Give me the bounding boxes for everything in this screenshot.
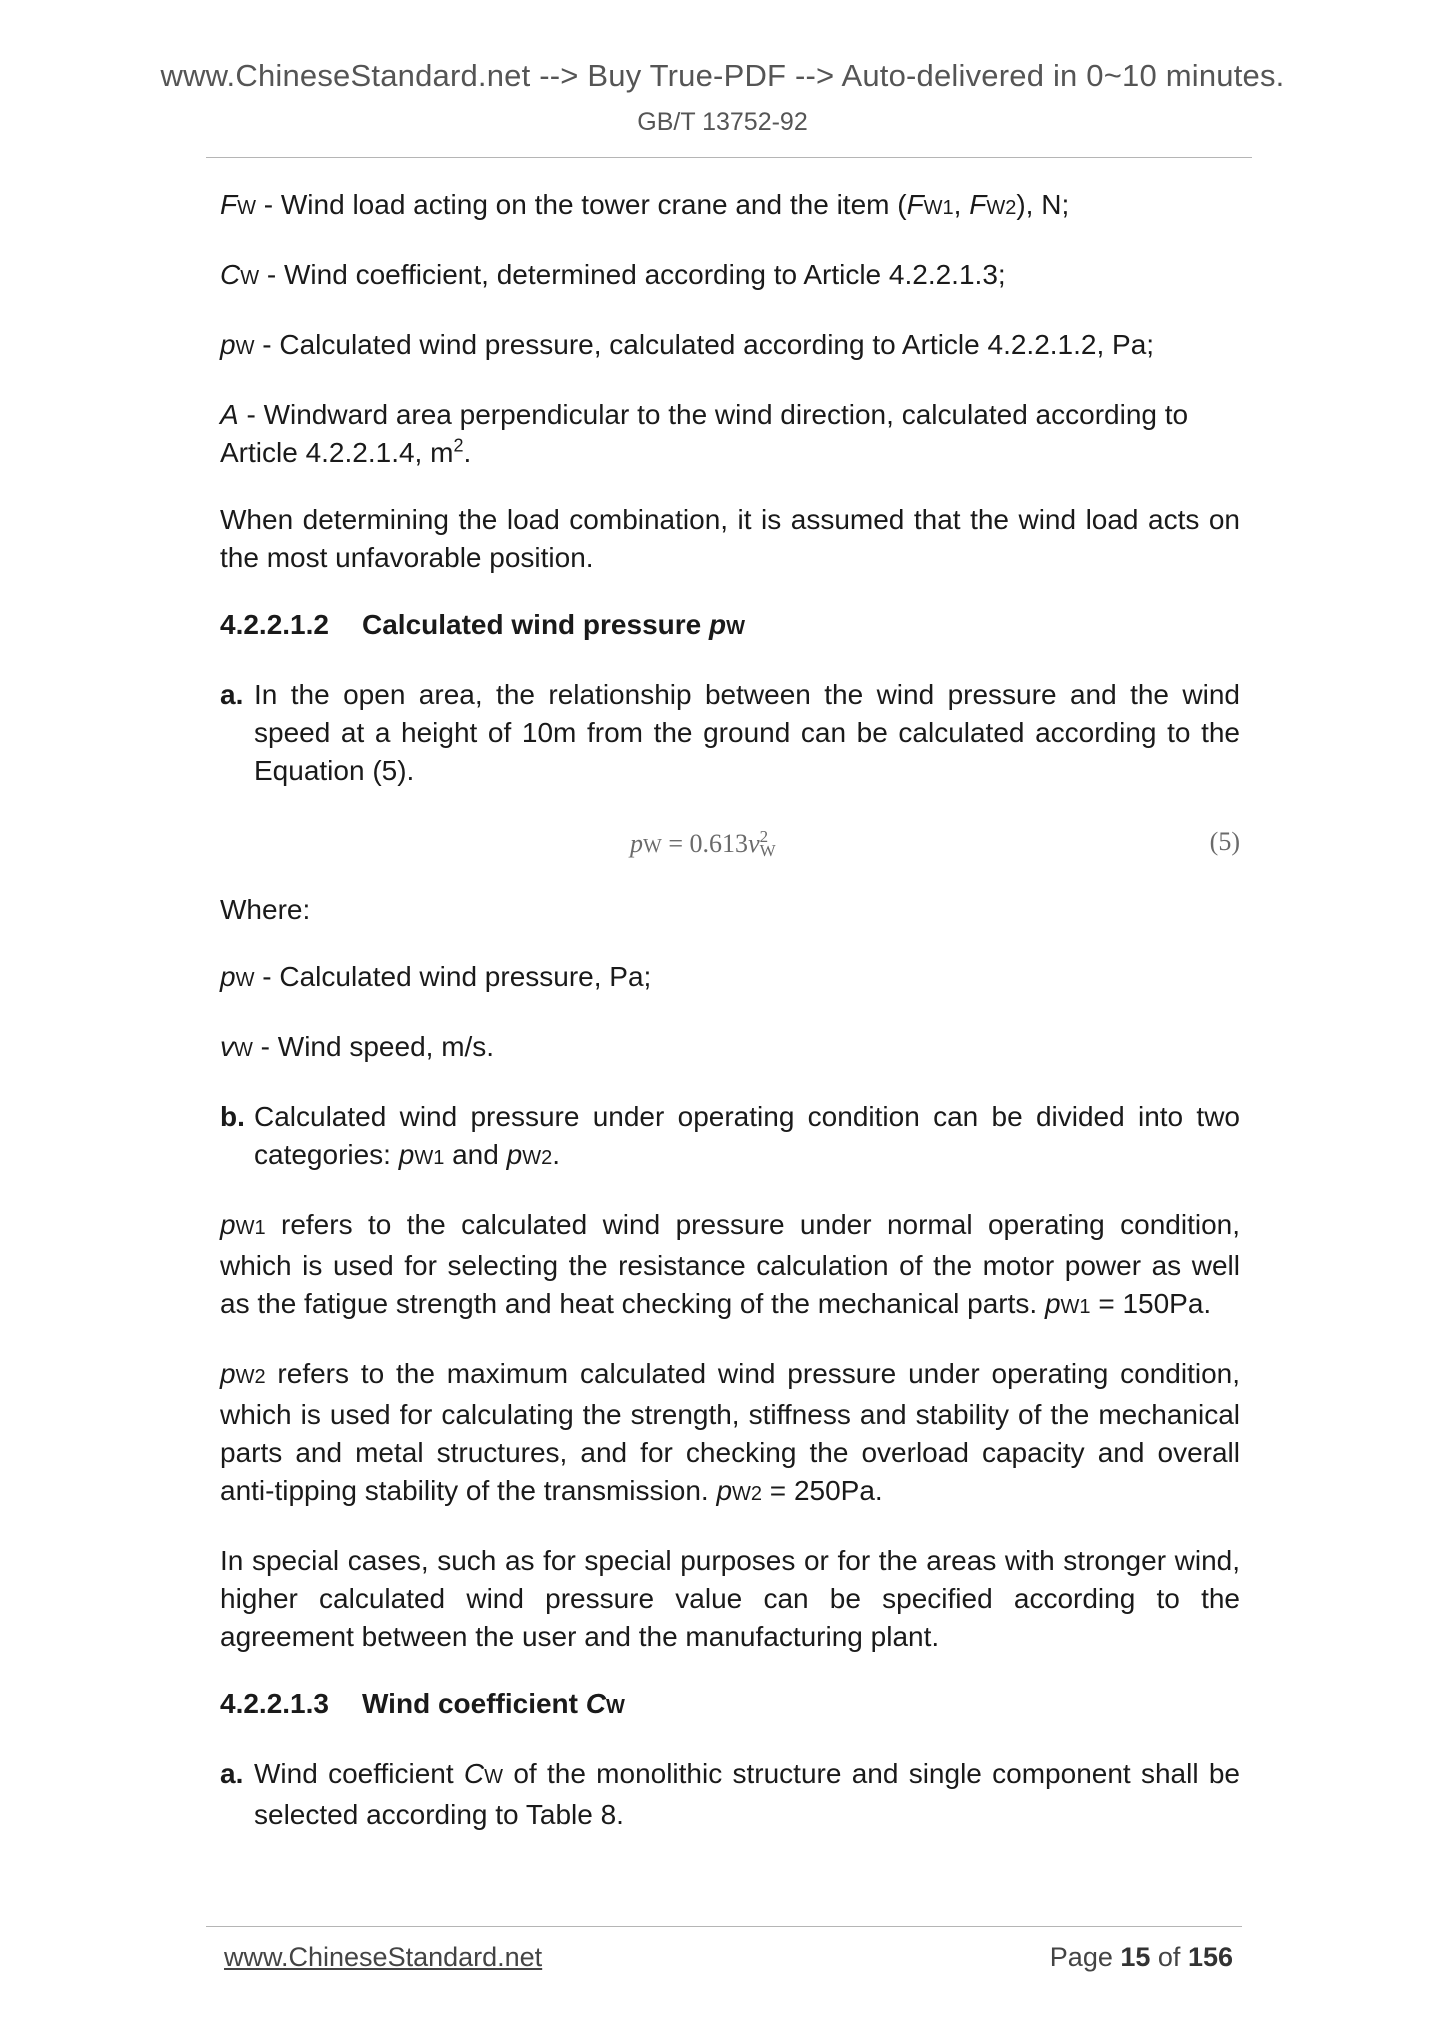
definition-a (220, 396, 1240, 472)
total-pages: 156 (1187, 1942, 1233, 1972)
symbol: F (220, 189, 238, 220)
equation-expression (630, 825, 776, 865)
where-label: Where: (220, 894, 311, 925)
symbol: p (220, 1358, 236, 1389)
symbol: p (220, 1209, 236, 1240)
symbol: v (220, 1031, 234, 1062)
list-item-end: . (552, 1139, 560, 1170)
subscript: W (726, 617, 745, 639)
header-divider (206, 157, 1252, 158)
subscript: W (240, 267, 260, 289)
page-body (220, 186, 1240, 1863)
section-title: Calculated wind pressure (362, 609, 709, 640)
script-stack (759, 827, 776, 860)
definition-vw (220, 1028, 1240, 1069)
symbol: A (220, 399, 239, 430)
subscript: W2 (235, 1366, 266, 1388)
pw2-value: = 250Pa. (762, 1475, 883, 1506)
footer-website-link[interactable]: www.ChineseStandard.net (224, 1942, 543, 1972)
definition-text: - Wind coefficient, determined according to Article 4.2.2.1.3; (259, 259, 1006, 290)
subscript: W (235, 969, 255, 991)
subscript: W (643, 835, 662, 857)
list-item-text: of the monolithic structure and single component shall be selected according to Table 8. (254, 1758, 1240, 1830)
symbol: p (398, 1139, 415, 1170)
subscript: W (606, 1696, 625, 1718)
subscript: W (235, 337, 255, 359)
list-item-a (220, 676, 1240, 790)
definition-end: . (463, 437, 472, 468)
symbol: C (463, 1758, 485, 1789)
subscript: W1 (235, 1217, 266, 1239)
subscript: W (759, 841, 776, 860)
current-page: 15 (1120, 1942, 1151, 1972)
definition-cw (220, 256, 1240, 297)
section-heading-4-2-2-1-2 (220, 606, 1240, 647)
symbol: p (709, 609, 727, 640)
paragraph-pw1 (220, 1206, 1240, 1326)
paragraph-load-combination: When determining the load combination, it is assumed that the wind load acts on the most unfavorable position. (220, 504, 1240, 573)
list-item-text: Wind coefficient (254, 1758, 464, 1789)
definition-text: - Windward area perpendicular to the wind direction, calculated according to Article 4.2.2.1.4, m (220, 399, 1189, 468)
symbol: p (220, 961, 236, 992)
subscript: W1 (414, 1147, 445, 1169)
definition-text: - Calculated wind pressure, calculated according to Article 4.2.2.1.2, Pa; (254, 329, 1155, 360)
subscript: W1 (923, 197, 954, 219)
page-number (1050, 1942, 1233, 1973)
page-label: Page (1049, 1942, 1121, 1972)
symbol: p (220, 329, 236, 360)
symbol: C (585, 1688, 606, 1719)
definition-pw-pa (220, 958, 1240, 999)
subscript: W (484, 1766, 504, 1788)
subscript: W2 (732, 1483, 763, 1505)
equation-rhs: = 0.613 (661, 829, 749, 858)
subscript: W (234, 1039, 253, 1061)
list-marker: a. (220, 1758, 244, 1789)
list-item-b (220, 1098, 1240, 1177)
list-item-a-wind-coefficient (220, 1755, 1240, 1834)
list-item-text: In the open area, the relationship between the wind pressure and the wind speed at a height of 10m from the ground can be calculated according to the Equation (5). (254, 679, 1240, 786)
definition-fw (220, 186, 1240, 227)
equation-number: (5) (1209, 827, 1240, 856)
section-number: 4.2.2.1.3 (220, 1688, 329, 1719)
list-item-text: Calculated wind pressure under operating condition can be divided into two categories: (254, 1101, 1240, 1170)
section-number: 4.2.2.1.2 (220, 609, 329, 640)
paragraph-text: refers to the maximum calculated wind pressure under operating condition, which is used for calculating the strength, stiffness and stability of the mechanical parts and metal structures, and for checking the overload capacity and overall anti-tipping stability of the transmission. (220, 1358, 1240, 1506)
paragraph-pw2 (220, 1355, 1240, 1513)
symbol: p (1044, 1288, 1061, 1319)
list-marker: b. (220, 1101, 245, 1132)
symbol: F (906, 189, 924, 220)
subscript: W2 (522, 1147, 553, 1169)
conjunction: and (444, 1139, 507, 1170)
equation-5 (220, 819, 1240, 869)
definition-text: - Wind load acting on the tower crane and the item ( (256, 189, 907, 220)
page-of: of (1150, 1942, 1188, 1972)
document-id: GB/T 13752-92 (637, 108, 808, 136)
section-heading-4-2-2-1-3 (220, 1685, 1240, 1726)
section-title: Wind coefficient (362, 1688, 586, 1719)
separator: , (953, 189, 970, 220)
symbol: v (748, 829, 760, 858)
superscript: 2 (759, 827, 769, 846)
symbol: p (630, 829, 643, 858)
symbol: p (716, 1475, 733, 1506)
definition-text: - Calculated wind pressure, Pa; (254, 961, 652, 992)
symbol: p (506, 1139, 523, 1170)
superscript: 2 (453, 435, 464, 456)
subscript: W2 (986, 197, 1017, 219)
symbol: F (969, 189, 987, 220)
definition-text: ), N; (1016, 189, 1070, 220)
subscript: W1 (1060, 1296, 1091, 1318)
definition-pw (220, 326, 1240, 367)
pw1-value: = 150Pa. (1090, 1288, 1212, 1319)
definition-text: - Wind speed, m/s. (252, 1031, 495, 1062)
subscript: W (237, 197, 256, 219)
symbol: C (220, 259, 241, 290)
paragraph-special-cases: In special cases, such as for special purposes or for the areas with stronger wind, higher calculated wind pressure value can be specified according to the agreement between the user and the manufacturing plant. (220, 1545, 1240, 1652)
list-marker: a. (220, 679, 244, 710)
top-banner: www.ChineseStandard.net --> Buy True-PDF --> Auto-delivered in 0~10 minutes. (160, 58, 1285, 93)
footer-divider (206, 1926, 1242, 1927)
paragraph-text: refers to the calculated wind pressure under normal operating condition, which is used for selecting the resistance calculation of the motor power as well as the fatigue strength and heat checking of the mechanical parts. (220, 1209, 1240, 1319)
